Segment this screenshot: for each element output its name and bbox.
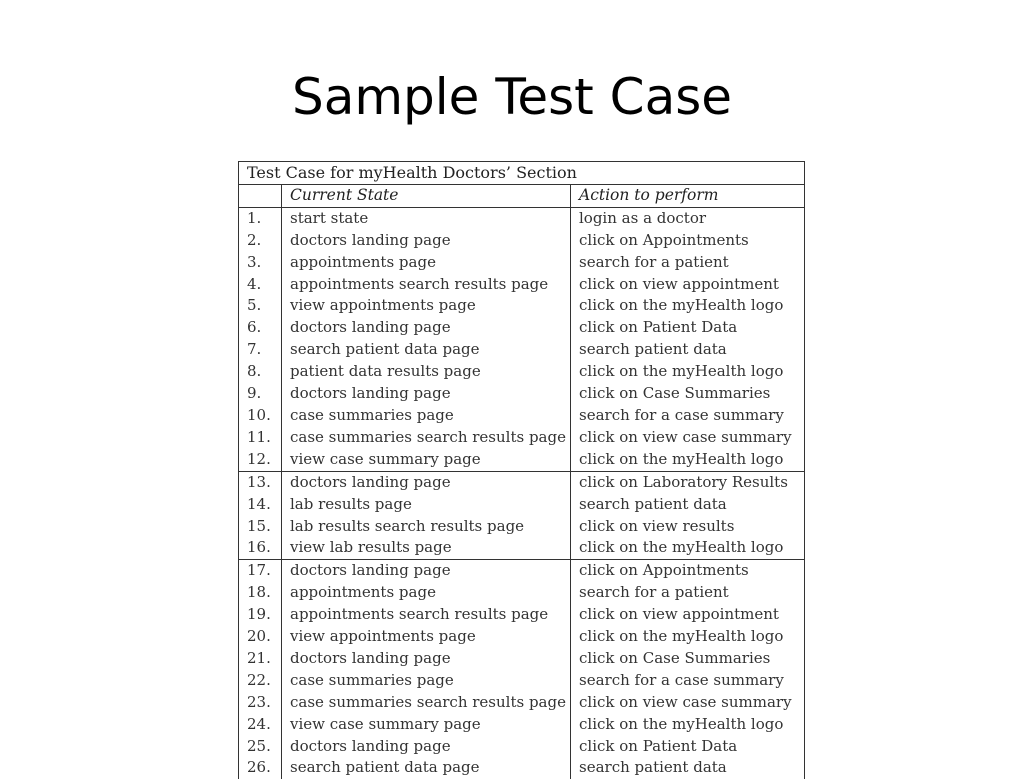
current-state-cell: doctors landing page [282, 560, 571, 582]
current-state-cell: lab results search results page [282, 516, 571, 538]
test-case-table [238, 161, 805, 779]
action-cell: click on view results [571, 516, 805, 538]
action-cell: click on view appointment [571, 274, 805, 296]
action-cell: click on view case summary [571, 692, 805, 714]
table-row [239, 383, 805, 405]
action-cell: click on Patient Data [571, 317, 805, 339]
current-state-cell: doctors landing page [282, 648, 571, 670]
step-number: 19. [239, 604, 282, 626]
action-cell: login as a doctor [571, 207, 805, 229]
step-number: 7. [239, 339, 282, 361]
current-state-cell: case summaries search results page [282, 427, 571, 449]
table-row [239, 274, 805, 296]
table-row [239, 295, 805, 317]
action-cell: click on the myHealth logo [571, 714, 805, 736]
table-row [239, 692, 805, 714]
current-state-cell: start state [282, 207, 571, 229]
current-state-cell: doctors landing page [282, 317, 571, 339]
action-cell: click on Patient Data [571, 736, 805, 758]
action-cell: search for a patient [571, 582, 805, 604]
action-cell: search for a case summary [571, 405, 805, 427]
step-number: 12. [239, 449, 282, 471]
current-state-cell: doctors landing page [282, 471, 571, 493]
table-body [239, 207, 805, 779]
current-state-cell: appointments search results page [282, 604, 571, 626]
step-number: 23. [239, 692, 282, 714]
table-row [239, 339, 805, 361]
current-state-cell: lab results page [282, 494, 571, 516]
table-row [239, 670, 805, 692]
step-number: 2. [239, 230, 282, 252]
header-number [239, 184, 282, 207]
table-row [239, 537, 805, 559]
step-number: 14. [239, 494, 282, 516]
action-cell: click on view case summary [571, 427, 805, 449]
table-row [239, 252, 805, 274]
step-number: 6. [239, 317, 282, 339]
action-cell: click on Appointments [571, 230, 805, 252]
table-row [239, 361, 805, 383]
current-state-cell: case summaries page [282, 405, 571, 427]
step-number: 25. [239, 736, 282, 758]
step-number: 21. [239, 648, 282, 670]
table-row [239, 714, 805, 736]
table-row [239, 449, 805, 471]
action-cell: search patient data [571, 757, 805, 779]
action-cell: click on the myHealth logo [571, 295, 805, 317]
action-cell: search patient data [571, 494, 805, 516]
current-state-cell: case summaries page [282, 670, 571, 692]
action-cell: click on the myHealth logo [571, 449, 805, 471]
table-header-row [239, 184, 805, 207]
action-cell: click on Appointments [571, 560, 805, 582]
step-number: 20. [239, 626, 282, 648]
current-state-cell: doctors landing page [282, 736, 571, 758]
header-action-to-perform: Action to perform [571, 184, 805, 207]
action-cell: click on Case Summaries [571, 648, 805, 670]
action-cell: click on Laboratory Results [571, 471, 805, 493]
step-number: 15. [239, 516, 282, 538]
step-number: 8. [239, 361, 282, 383]
current-state-cell: appointments page [282, 582, 571, 604]
step-number: 9. [239, 383, 282, 405]
step-number: 26. [239, 757, 282, 779]
table-row [239, 471, 805, 493]
step-number: 22. [239, 670, 282, 692]
current-state-cell: appointments search results page [282, 274, 571, 296]
table-row [239, 207, 805, 229]
step-number: 13. [239, 471, 282, 493]
table-row [239, 648, 805, 670]
table-row [239, 317, 805, 339]
test-case-table-container [238, 161, 804, 779]
current-state-cell: doctors landing page [282, 230, 571, 252]
step-number: 18. [239, 582, 282, 604]
current-state-cell: doctors landing page [282, 383, 571, 405]
header-current-state: Current State [282, 184, 571, 207]
slide-title: Sample Test Case [291, 68, 733, 126]
step-number: 24. [239, 714, 282, 736]
action-cell: search patient data [571, 339, 805, 361]
step-number: 17. [239, 560, 282, 582]
step-number: 3. [239, 252, 282, 274]
table-row [239, 582, 805, 604]
table-row [239, 427, 805, 449]
table-row [239, 405, 805, 427]
step-number: 5. [239, 295, 282, 317]
current-state-cell: view case summary page [282, 449, 571, 471]
current-state-cell: appointments page [282, 252, 571, 274]
action-cell: search for a case summary [571, 670, 805, 692]
step-number: 1. [239, 207, 282, 229]
current-state-cell: view appointments page [282, 626, 571, 648]
table-row [239, 230, 805, 252]
current-state-cell: case summaries search results page [282, 692, 571, 714]
table-row [239, 626, 805, 648]
current-state-cell: view case summary page [282, 714, 571, 736]
current-state-cell: patient data results page [282, 361, 571, 383]
step-number: 16. [239, 537, 282, 559]
action-cell: click on the myHealth logo [571, 626, 805, 648]
step-number: 10. [239, 405, 282, 427]
action-cell: click on the myHealth logo [571, 537, 805, 559]
action-cell: click on the myHealth logo [571, 361, 805, 383]
table-row [239, 516, 805, 538]
current-state-cell: view lab results page [282, 537, 571, 559]
action-cell: search for a patient [571, 252, 805, 274]
step-number: 4. [239, 274, 282, 296]
table-row [239, 604, 805, 626]
table-caption-row [239, 162, 805, 185]
current-state-cell: search patient data page [282, 339, 571, 361]
current-state-cell: view appointments page [282, 295, 571, 317]
action-cell: click on view appointment [571, 604, 805, 626]
table-row [239, 494, 805, 516]
action-cell: click on Case Summaries [571, 383, 805, 405]
table-row [239, 757, 805, 779]
table-caption: Test Case for myHealth Doctors’ Section [239, 162, 805, 185]
step-number: 11. [239, 427, 282, 449]
current-state-cell: search patient data page [282, 757, 571, 779]
table-row [239, 736, 805, 758]
table-row [239, 560, 805, 582]
